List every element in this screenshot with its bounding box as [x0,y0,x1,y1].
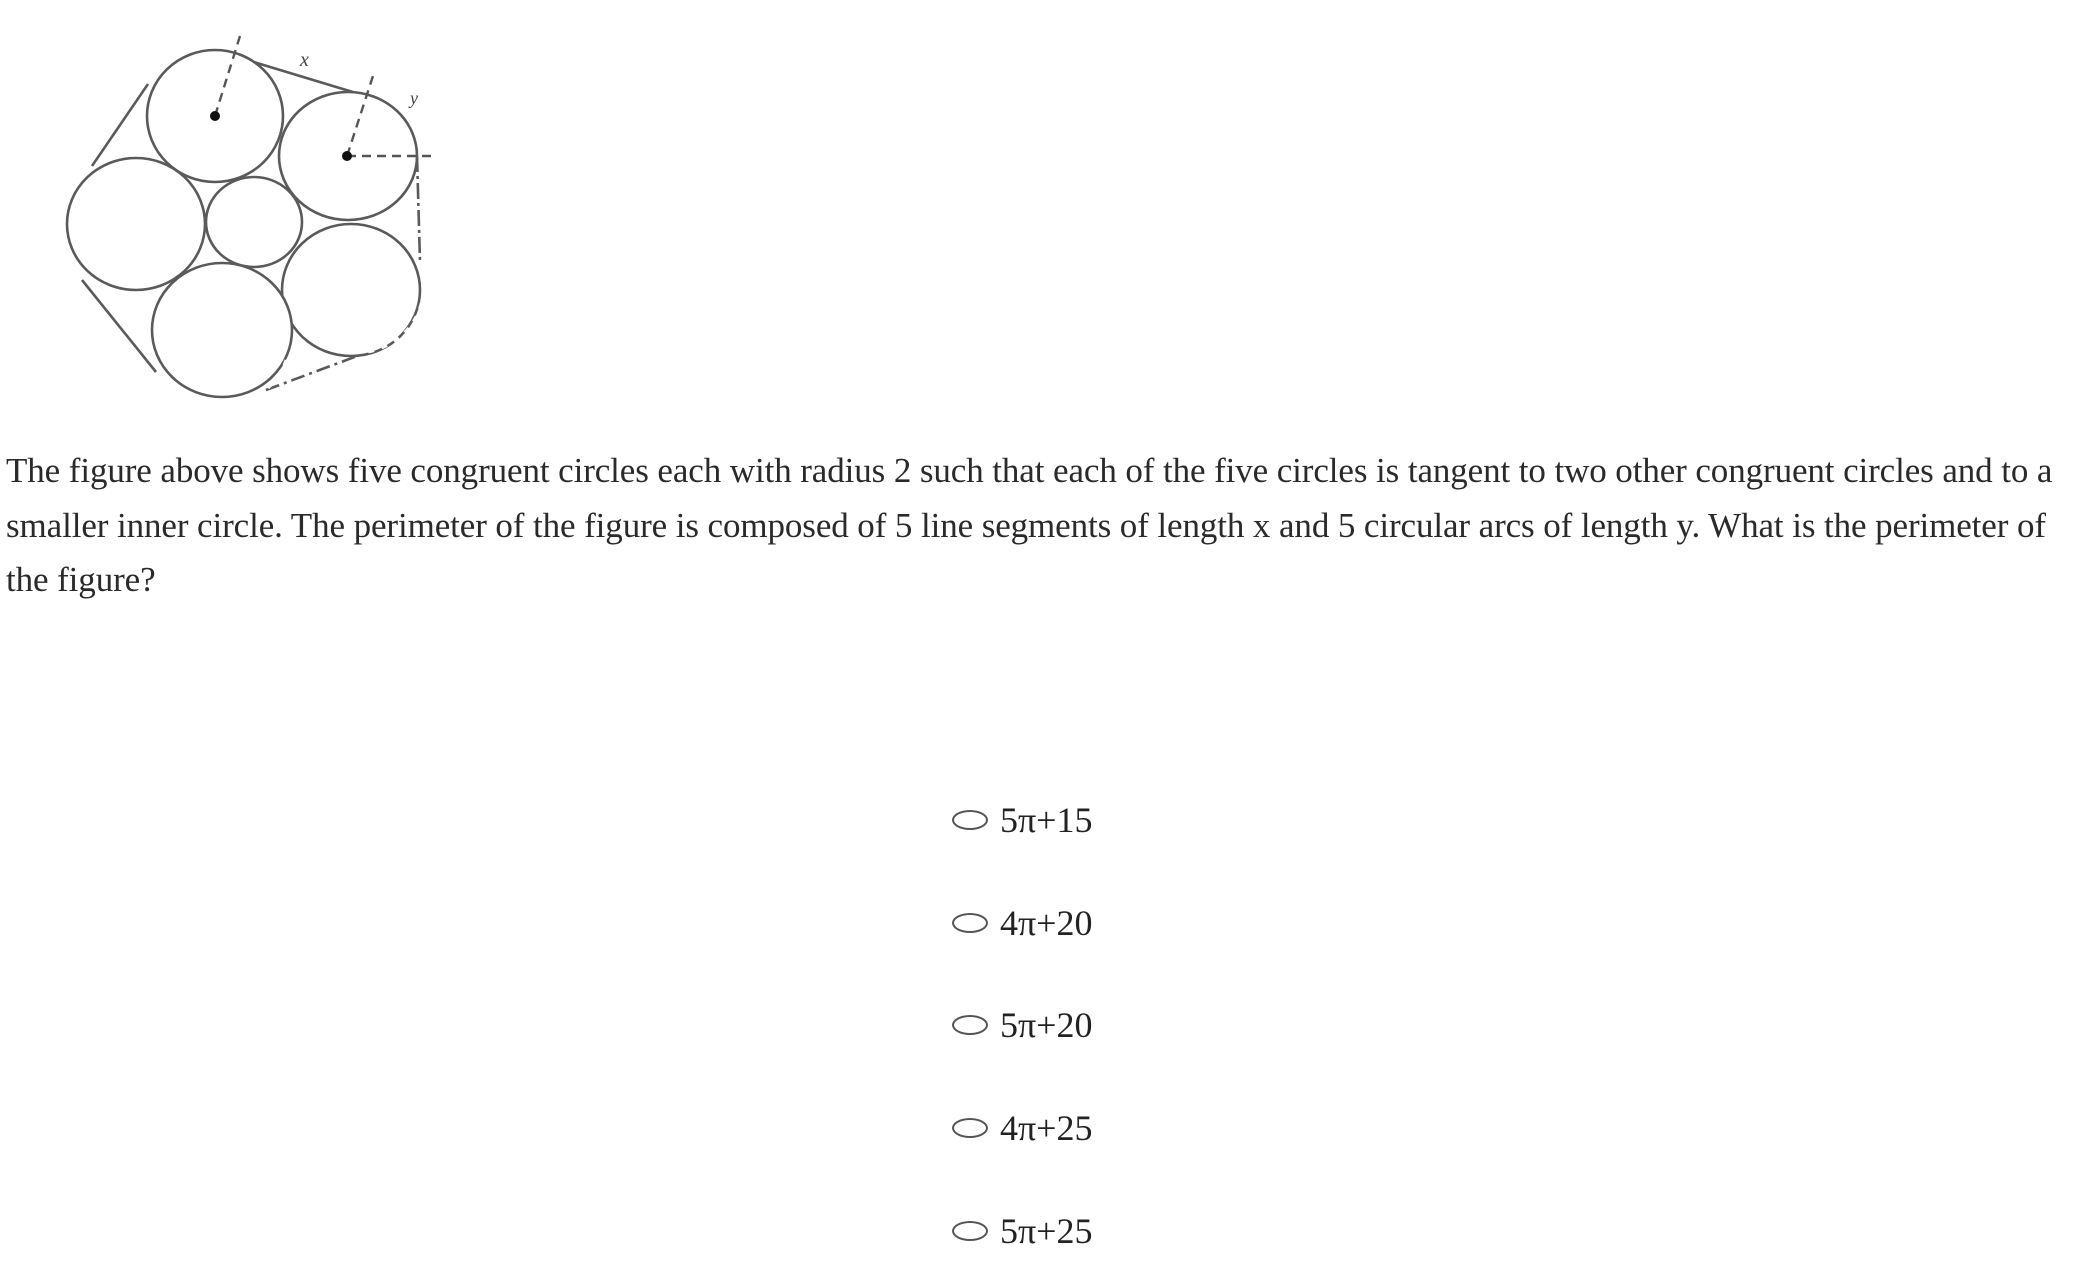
option-4[interactable] [952,1103,1092,1153]
center-dot [342,151,352,161]
option-label: 5π+25 [1000,1211,1093,1251]
option-5[interactable] [952,1206,1092,1256]
label-x: x [300,49,309,71]
option-1[interactable] [952,795,1092,845]
radio-button-icon[interactable] [952,1221,988,1241]
radio-button-icon[interactable] [952,810,988,830]
option-2[interactable] [952,898,1092,948]
option-3[interactable] [952,1000,1092,1050]
label-y: y [410,88,418,108]
radio-button-icon[interactable] [952,1015,988,1035]
option-label: 5π+15 [1000,800,1093,840]
option-label: 4π+20 [1000,903,1093,943]
option-label: 4π+25 [1000,1108,1093,1148]
question-text: The figure above shows five congruent circles each with radius 2 such that each of the five circles is tangent to two other congruent circles and to a smaller inner circle. The perimeter of the figure is composed of 5 line segments of length x and 5 circular arcs of length y. What is the perimeter of the figure? [6,451,2053,599]
center-dot [210,111,220,121]
circles-diagram [40,20,460,410]
circles-figure [40,20,460,410]
option-label: 5π+20 [1000,1005,1093,1045]
radio-button-icon[interactable] [952,913,988,933]
radio-button-icon[interactable] [952,1118,988,1138]
